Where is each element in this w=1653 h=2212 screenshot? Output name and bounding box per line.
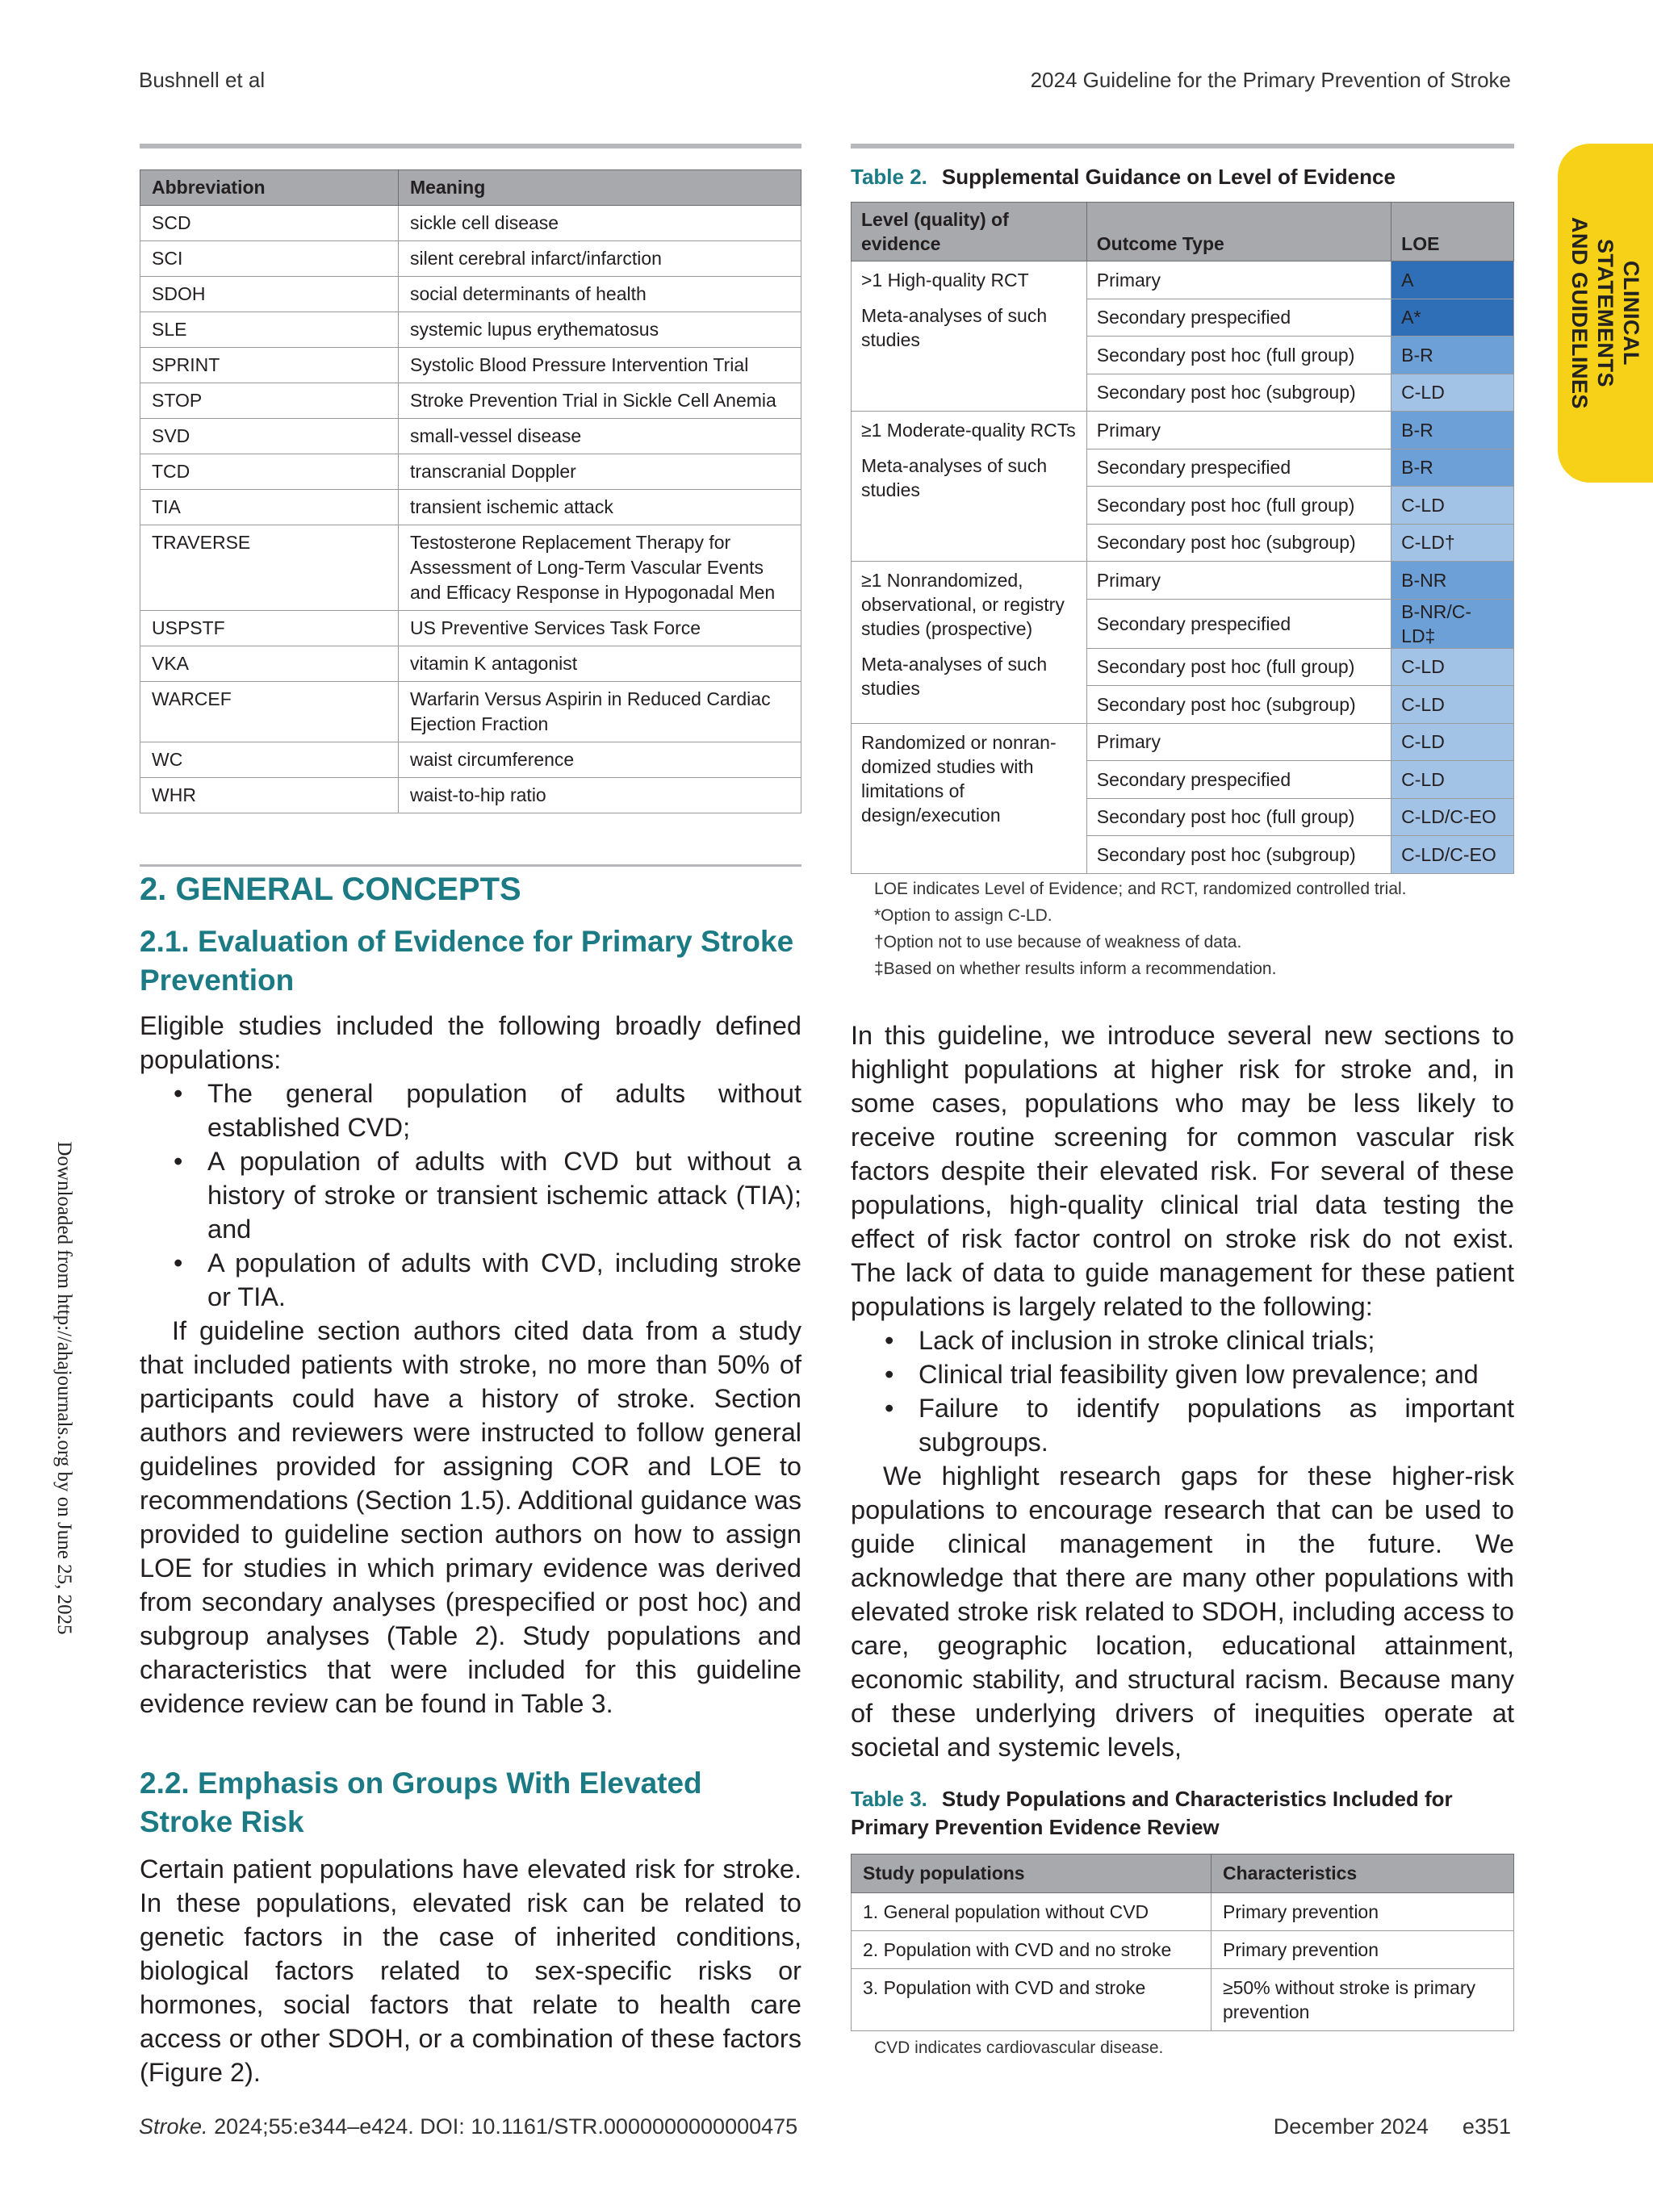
table3-row: [852, 1931, 1514, 1969]
table2-outcome-cell: Secondary post hoc (full group): [1086, 798, 1391, 836]
abbr-term: SCD: [140, 206, 399, 241]
footer-citation: [139, 2114, 797, 2139]
abbr-term: TRAVERSE: [140, 525, 399, 611]
abbr-header-meaning: Meaning: [399, 170, 801, 206]
table2-header-loe: LOE: [1391, 203, 1514, 261]
abbr-row: [140, 490, 801, 525]
footer-journal: Stroke.: [139, 2114, 208, 2139]
table2-outcome-cell: Secondary post hoc (subgroup): [1086, 836, 1391, 874]
table2-caption: [851, 165, 1396, 190]
abbr-meaning: social determinants of health: [399, 277, 801, 312]
bullet-item: • Lack of inclusion in stroke clinical trials;: [851, 1323, 1514, 1357]
abbr-row: [140, 682, 801, 742]
table2-level-text: Randomized or nonran-domized studies with limitations of design/execution: [861, 731, 1057, 826]
abbr-term: WARCEF: [140, 682, 399, 742]
table2-outcome-cell: Primary: [1086, 723, 1391, 761]
table2-row: [852, 723, 1514, 761]
abbr-term: STOP: [140, 383, 399, 419]
bullet-item: • The general population of adults without established CVD;: [140, 1077, 801, 1144]
table3-number: Table 3.: [851, 1787, 927, 1811]
abbr-meaning: US Preventive Services Task Force: [399, 611, 801, 646]
section-2-1-bullets: [140, 1077, 801, 1314]
abbr-term: WHR: [140, 778, 399, 813]
table3-characteristic: Primary prevention: [1212, 1893, 1514, 1931]
side-tab-line-1: CLINICAL STATEMENTS: [1593, 239, 1643, 387]
abbr-term: SDOH: [140, 277, 399, 312]
abbr-row: [140, 419, 801, 454]
abbr-term: VKA: [140, 646, 399, 682]
section-2-1-paragraph: If guideline section authors cited data from a study that included patients with stroke, no more than 50% of participants could have a history of stroke. Section authors and reviewers were instructed to follow general guidelines provided for assigning COR and LOE to recommendations (Section 1.5). Additional guidance was provided to guideline section authors on how to assign LOE for studies in which primary evidence was derived from secondary analyses (prespecified or post hoc) and subgroup analyses (Table 2). Study populations and characteristics that were included for this guideline evidence review can be found in Table 3.: [140, 1316, 801, 1718]
table2-note: *Option to assign C-LD.: [874, 906, 1052, 925]
table2-level-text: ≥1 Nonrandomized, observational, or registry studies (prospective): [861, 570, 1065, 639]
footer-date: December 2024: [1273, 2114, 1429, 2139]
table2-level-cell: [852, 412, 1087, 562]
table3-title: Study Populations and Characteristics Included for Primary Prevention Evidence Review: [851, 1787, 1453, 1839]
abbr-term: TCD: [140, 454, 399, 490]
table2-loe-cell: B-R: [1391, 412, 1514, 450]
abbr-meaning: sickle cell disease: [399, 206, 801, 241]
table2-row: [852, 562, 1514, 600]
table2-loe-cell: C-LD: [1391, 374, 1514, 412]
table2-loe-cell: C-LD: [1391, 761, 1514, 799]
table2-row: [852, 261, 1514, 299]
table2-outcome-cell: Secondary prespecified: [1086, 449, 1391, 487]
table2-level-text: >1 High-quality RCT: [861, 270, 1029, 291]
table2-note: †Option not to use because of weakness of data.: [874, 933, 1242, 951]
table2-loe-cell: C-LD: [1391, 648, 1514, 686]
right-paragraph-2: We highlight research gaps for these higher-risk populations to encourage research that can be used to guide clinical management in the future. We acknowledge that there are many other populations with elevated stroke risk related to SDOH, including access to care, geographic location, educational attainment, economic stability, and structural racism. Because many of these underlying drivers of inequities operate at societal and systemic levels,: [851, 1461, 1514, 1762]
table3-characteristic: ≥50% without stroke is primary prevention: [1212, 1969, 1514, 2031]
abbr-row: [140, 525, 801, 611]
abbr-table-top-rule: [140, 144, 801, 148]
table2-outcome-cell: Primary: [1086, 261, 1391, 299]
table2-level-meta: Meta-analyses of such studies: [861, 654, 1048, 699]
table2-loe-cell: B-NR/C-LD‡: [1391, 599, 1514, 648]
table3-characteristic: Primary prevention: [1212, 1931, 1514, 1969]
abbr-term: SCI: [140, 241, 399, 277]
download-watermark: Downloaded from http://ahajournals.org by on June 25, 2025: [53, 1141, 75, 1635]
table2-note: LOE indicates Level of Evidence; and RCT, randomized controlled trial.: [874, 880, 1407, 898]
abbr-meaning: waist circumference: [399, 742, 801, 778]
table2-outcome-cell: Secondary post hoc (subgroup): [1086, 524, 1391, 562]
table2-loe-cell: B-R: [1391, 337, 1514, 374]
table2-loe-cell: A*: [1391, 299, 1514, 337]
abbr-term: SLE: [140, 312, 399, 348]
abbr-meaning: transient ischemic attack: [399, 490, 801, 525]
right-bullets: [851, 1323, 1514, 1459]
right-paragraph-1: In this guideline, we introduce several new sections to highlight populations at higher risk for stroke and, in some cases, populations who may be less likely to receive routine screening for common vascular risk factors despite their elevated risk. For several of these populations, high-quality clinical trial data testing the effect of risk factor control on stroke risk do not exist. The lack of data to guide management for these patient populations is largely related to the following:: [851, 1021, 1514, 1321]
abbr-meaning: silent cerebral infarct/infarction: [399, 241, 801, 277]
table3-footnote: CVD indicates cardiovascular disease.: [874, 2038, 1164, 2057]
abbr-term: SPRINT: [140, 348, 399, 383]
table3-body: [852, 1893, 1514, 2031]
abbr-row: [140, 742, 801, 778]
running-header-title: 2024 Guideline for the Primary Prevention of Stroke: [1030, 68, 1511, 92]
table2-outcome-cell: Secondary post hoc (subgroup): [1086, 686, 1391, 724]
table2-loe-cell: C-LD/C-EO: [1391, 798, 1514, 836]
abbr-term: USPSTF: [140, 611, 399, 646]
table3-population: 3. Population with CVD and stroke: [852, 1969, 1212, 2031]
table2-number: Table 2.: [851, 165, 927, 189]
abbr-meaning: transcranial Doppler: [399, 454, 801, 490]
abbr-row: [140, 778, 801, 813]
section-2-1-body: [140, 1009, 801, 1721]
table2-note: ‡Based on whether results inform a recommendation.: [874, 960, 1277, 978]
abbr-row: [140, 348, 801, 383]
table3-row: [852, 1969, 1514, 2031]
abbr-meaning: systemic lupus erythematosus: [399, 312, 801, 348]
footer-page-number: e351: [1462, 2114, 1511, 2139]
table2-outcome-cell: Primary: [1086, 562, 1391, 600]
table2-footnotes: [874, 876, 1407, 982]
table3-row: [852, 1893, 1514, 1931]
table2-outcome-cell: Secondary post hoc (subgroup): [1086, 374, 1391, 412]
abbr-term: TIA: [140, 490, 399, 525]
abbr-term: SVD: [140, 419, 399, 454]
table3-caption: [851, 1785, 1521, 1842]
abbr-meaning: waist-to-hip ratio: [399, 778, 801, 813]
abbr-row: [140, 646, 801, 682]
section-heading: 2. GENERAL CONCEPTS: [140, 872, 521, 907]
table2-header: [852, 203, 1514, 261]
table3-header-populations: Study populations: [852, 1854, 1212, 1893]
table2-level-meta: Meta-analyses of such studies: [861, 305, 1048, 350]
abbr-row: [140, 206, 801, 241]
footer-page-info: [1274, 2114, 1511, 2139]
table2-loe-cell: C-LD†: [1391, 524, 1514, 562]
footer-doi: 2024;55:e344–e424. DOI: 10.1161/STR.0000000000000475: [214, 2114, 798, 2139]
abbreviation-table: [140, 169, 801, 813]
abbr-meaning: Systolic Blood Pressure Intervention Trial: [399, 348, 801, 383]
table2-loe-cell: C-LD/C-EO: [1391, 836, 1514, 874]
table2-level-meta: Meta-analyses of such studies: [861, 455, 1048, 500]
abbr-meaning: small-vessel disease: [399, 419, 801, 454]
abbr-term: WC: [140, 742, 399, 778]
table2-level-cell: [852, 261, 1087, 412]
table2-loe-cell: C-LD: [1391, 686, 1514, 724]
table2-level-cell: [852, 562, 1087, 724]
abbr-meaning: Warfarin Versus Aspirin in Reduced Cardiac Ejection Fraction: [399, 682, 801, 742]
bullet-item: • A population of adults with CVD but without a history of stroke or transient ischemic attack (TIA); and: [140, 1144, 801, 1246]
table2-body: [852, 261, 1514, 874]
section-2-2-body: [140, 1852, 801, 2089]
table2-level-text: ≥1 Moderate-quality RCTs: [861, 420, 1076, 441]
table2-level-of-evidence: [851, 202, 1514, 874]
section-2-2-paragraph: Certain patient populations have elevated risk for stroke. In these populations, elevated risk can be related to genetic factors in the case of inherited conditions, biological factors related to sex-specific risks or hormones, social factors that relate to health care access or other SDOH, or a combination of these factors (Figure 2).: [140, 1854, 801, 2087]
running-header-authors: Bushnell et al: [139, 68, 266, 92]
subsection-heading-2-1: 2.1. Evaluation of Evidence for Primary Stroke Prevention: [140, 925, 794, 997]
table2-loe-cell: C-LD: [1391, 487, 1514, 525]
table2-row: [852, 412, 1514, 450]
bullet-item: • A population of adults with CVD, including stroke or TIA.: [140, 1246, 801, 1314]
abbr-row: [140, 312, 801, 348]
bullet-item: • Failure to identify populations as important subgroups.: [851, 1391, 1514, 1459]
table2-outcome-cell: Secondary post hoc (full group): [1086, 337, 1391, 374]
table3-header: [852, 1854, 1514, 1893]
table2-header-outcome: Outcome Type: [1086, 203, 1391, 261]
table2-outcome-cell: Secondary prespecified: [1086, 299, 1391, 337]
table2-loe-cell: B-NR: [1391, 562, 1514, 600]
section-2-1-intro: Eligible studies included the following broadly defined populations:: [140, 1011, 801, 1074]
table2-title: Supplemental Guidance on Level of Evidence: [941, 165, 1396, 189]
table2-header-level: Level (quality) of evidence: [852, 203, 1087, 261]
abbr-row: [140, 241, 801, 277]
table2-outcome-cell: Secondary post hoc (full group): [1086, 487, 1391, 525]
table2-loe-cell: C-LD: [1391, 723, 1514, 761]
abbr-meaning: vitamin K antagonist: [399, 646, 801, 682]
abbr-header-abbreviation: Abbreviation: [140, 170, 399, 206]
bullet-item: • Clinical trial feasibility given low prevalence; and: [851, 1357, 1514, 1391]
section-rule: [140, 864, 801, 867]
table2-outcome-cell: Secondary post hoc (full group): [1086, 648, 1391, 686]
table3-study-populations: [851, 1854, 1514, 2031]
abbr-row: [140, 277, 801, 312]
abbr-row: [140, 611, 801, 646]
abbr-meaning: Stroke Prevention Trial in Sickle Cell Anemia: [399, 383, 801, 419]
table2-outcome-cell: Secondary prespecified: [1086, 761, 1391, 799]
table3-population: 1. General population without CVD: [852, 1893, 1212, 1931]
table3-population: 2. Population with CVD and no stroke: [852, 1931, 1212, 1969]
side-tab-line-2: AND GUIDELINES: [1567, 216, 1592, 410]
subsection-heading-2-2: 2.2. Emphasis on Groups With Elevated Stroke Risk: [140, 1767, 702, 1838]
abbr-table-body: [140, 206, 801, 813]
table2-loe-cell: A: [1391, 261, 1514, 299]
table2-loe-cell: B-R: [1391, 449, 1514, 487]
section-side-tab: [1558, 144, 1653, 483]
abbr-meaning: Testosterone Replacement Therapy for Assessment of Long-Term Vascular Events and Efficacy Response in Hypogonadal Men: [399, 525, 801, 611]
right-column-body: [851, 1018, 1514, 1764]
table2-top-rule: [851, 144, 1514, 148]
table2-outcome-cell: Secondary prespecified: [1086, 599, 1391, 648]
table2-level-cell: [852, 723, 1087, 873]
table3-header-characteristics: Characteristics: [1212, 1854, 1514, 1893]
side-tab-label: [1567, 192, 1644, 434]
abbr-row: [140, 454, 801, 490]
abbr-table-header: [140, 170, 801, 206]
table2-outcome-cell: Primary: [1086, 412, 1391, 450]
abbr-row: [140, 383, 801, 419]
